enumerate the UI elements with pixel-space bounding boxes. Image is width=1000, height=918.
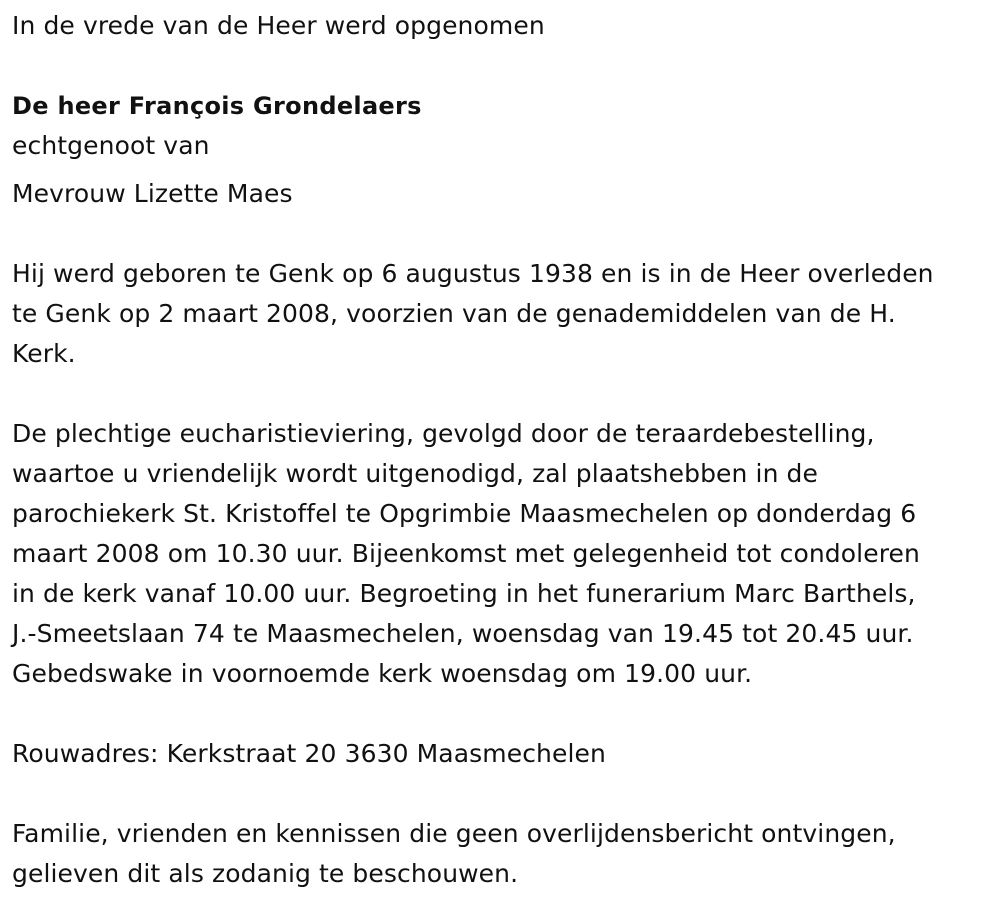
birth-death-line: Hij werd geboren te Genk op 6 augustus 1938 en is in de Heer overleden [12,259,934,288]
closing-line: gelieven dit als zodanig te beschouwen. [12,859,519,888]
closing-line: Familie, vrienden en kennissen die geen overlijdensbericht ontvingen, [12,819,896,848]
ceremony-line: J.-Smeetslaan 74 te Maasmechelen, woensdag van 19.45 tot 20.45 uur. [12,619,914,648]
ceremony-line: De plechtige eucharistieviering, gevolgd door de teraardebestelling, [12,419,875,448]
birth-death-line: te Genk op 2 maart 2008, voorzien van de genademiddelen van de H. [12,299,896,328]
mourning-address: Rouwadres: Kerkstraat 20 3630 Maasmechelen [12,739,606,768]
birth-death-paragraph [12,254,988,374]
ceremony-line: in de kerk vanaf 10.00 uur. Begroeting in het funerarium Marc Barthels, [12,579,916,608]
birth-death-line: Kerk. [12,339,76,368]
closing-paragraph [12,814,988,894]
ceremony-line: waartoe u vriendelijk wordt uitgenodigd, zal plaatshebben in de [12,459,819,488]
ceremony-line: Gebedswake in voornoemde kerk woensdag om 19.00 uur. [12,659,753,688]
ceremony-line: maart 2008 om 10.30 uur. Bijeenkomst met gelegenheid tot condoleren [12,539,920,568]
spouse-name: Mevrouw Lizette Maes [12,179,293,208]
ceremony-line: parochiekerk St. Kristoffel te Opgrimbie Maasmechelen op donderdag 6 [12,499,917,528]
deceased-name: De heer François Grondelaers [12,92,422,120]
address-paragraph [12,734,988,774]
relation-text: echtgenoot van [12,131,210,160]
ceremony-paragraph [12,414,988,694]
deceased-block [12,86,988,214]
intro-text: In de vrede van de Heer werd opgenomen [12,11,545,40]
